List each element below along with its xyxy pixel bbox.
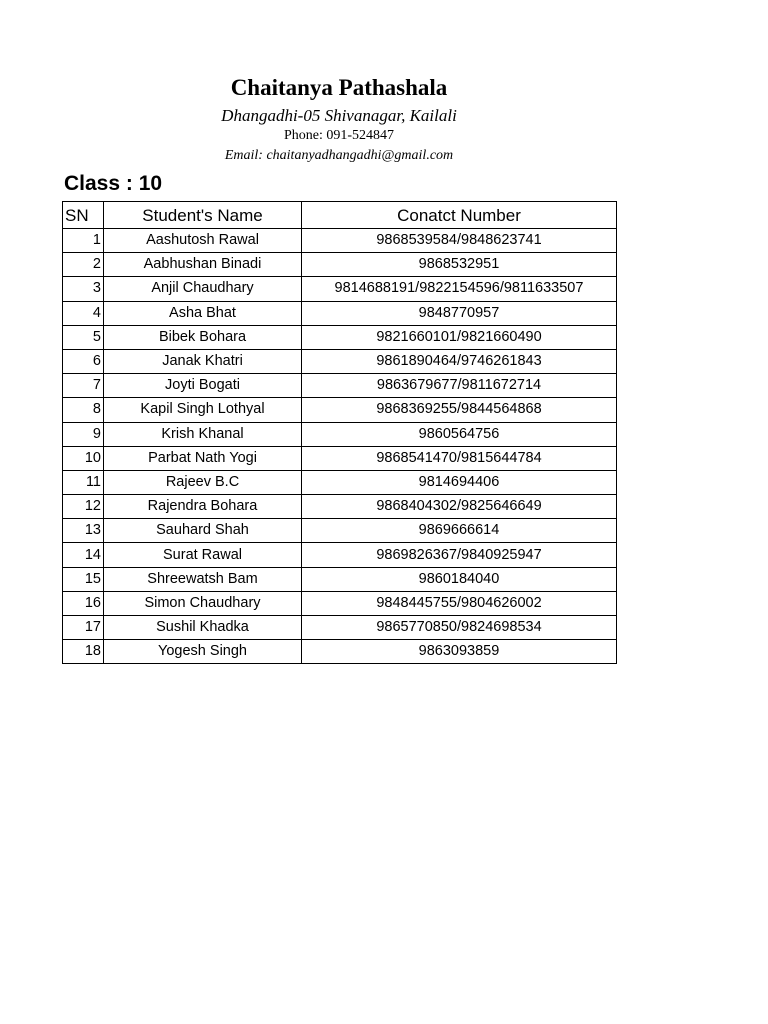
cell-contact-number: 9814694406 [302,470,617,494]
cell-sn: 2 [63,253,104,277]
cell-contact-number: 9814688191/9822154596/9811633507 [302,277,617,301]
cell-contact-number: 9863679677/9811672714 [302,374,617,398]
cell-student-name: Yogesh Singh [104,640,302,664]
cell-contact-number: 9861890464/9746261843 [302,349,617,373]
table-row [63,519,617,543]
cell-student-name: Kapil Singh Lothyal [104,398,302,422]
table-row [63,374,617,398]
cell-student-name: Sushil Khadka [104,616,302,640]
cell-student-name: Bibek Bohara [104,325,302,349]
cell-sn: 17 [63,616,104,640]
cell-sn: 4 [63,301,104,325]
cell-sn: 10 [63,446,104,470]
cell-sn: 1 [63,229,104,253]
cell-contact-number: 9868404302/9825646649 [302,495,617,519]
cell-sn: 7 [63,374,104,398]
cell-student-name: Joyti Bogati [104,374,302,398]
table-row [63,446,617,470]
cell-contact-number: 9868532951 [302,253,617,277]
school-name: Chaitanya Pathashala [230,75,448,100]
table-row [63,640,617,664]
cell-sn: 13 [63,519,104,543]
column-header-contact: Conatct Number [302,202,617,229]
cell-sn: 11 [63,470,104,494]
table-row [63,349,617,373]
cell-contact-number: 9868539584/9848623741 [302,229,617,253]
table-row [63,229,617,253]
cell-sn: 18 [63,640,104,664]
cell-sn: 8 [63,398,104,422]
table-row [63,301,617,325]
cell-contact-number: 9869666614 [302,519,617,543]
cell-contact-number: 9868369255/9844564868 [302,398,617,422]
cell-sn: 15 [63,567,104,591]
cell-student-name: Anjil Chaudhary [104,277,302,301]
cell-sn: 3 [63,277,104,301]
cell-sn: 16 [63,591,104,615]
school-phone: Phone: 091-524847 [283,128,395,143]
school-address: Dhangadhi-05 Shivanagar, Kailali [221,106,457,125]
table-row [63,470,617,494]
table-row [63,543,617,567]
cell-student-name: Janak Khatri [104,349,302,373]
cell-contact-number: 9863093859 [302,640,617,664]
cell-contact-number: 9848445755/9804626002 [302,591,617,615]
table-row [63,495,617,519]
cell-student-name: Rajendra Bohara [104,495,302,519]
cell-student-name: Aashutosh Rawal [104,229,302,253]
cell-sn: 14 [63,543,104,567]
cell-student-name: Shreewatsh Bam [104,567,302,591]
column-header-sn: SN [63,202,104,229]
cell-contact-number: 9868541470/9815644784 [302,446,617,470]
table-row [63,398,617,422]
table-row [63,616,617,640]
cell-student-name: Krish Khanal [104,422,302,446]
school-email: Email: chaitanyadhangadhi@gmail.com [224,148,454,163]
table-row [63,591,617,615]
cell-sn: 5 [63,325,104,349]
cell-contact-number: 9848770957 [302,301,617,325]
table-row [63,422,617,446]
cell-student-name: Simon Chaudhary [104,591,302,615]
cell-sn: 6 [63,349,104,373]
cell-student-name: Asha Bhat [104,301,302,325]
cell-student-name: Aabhushan Binadi [104,253,302,277]
table-row [63,325,617,349]
cell-contact-number: 9821660101/9821660490 [302,325,617,349]
column-header-name: Student's Name [104,202,302,229]
cell-contact-number: 9865770850/9824698534 [302,616,617,640]
cell-student-name: Parbat Nath Yogi [104,446,302,470]
student-contact-table [62,201,617,664]
cell-sn: 9 [63,422,104,446]
cell-student-name: Rajeev B.C [104,470,302,494]
cell-student-name: Surat Rawal [104,543,302,567]
table-row [63,567,617,591]
cell-contact-number: 9860184040 [302,567,617,591]
cell-contact-number: 9860564756 [302,422,617,446]
class-title: Class : 10 [64,172,163,195]
cell-student-name: Sauhard Shah [104,519,302,543]
cell-sn: 12 [63,495,104,519]
table-row [63,277,617,301]
table-row [63,253,617,277]
table-header-row [63,202,617,229]
cell-contact-number: 9869826367/9840925947 [302,543,617,567]
